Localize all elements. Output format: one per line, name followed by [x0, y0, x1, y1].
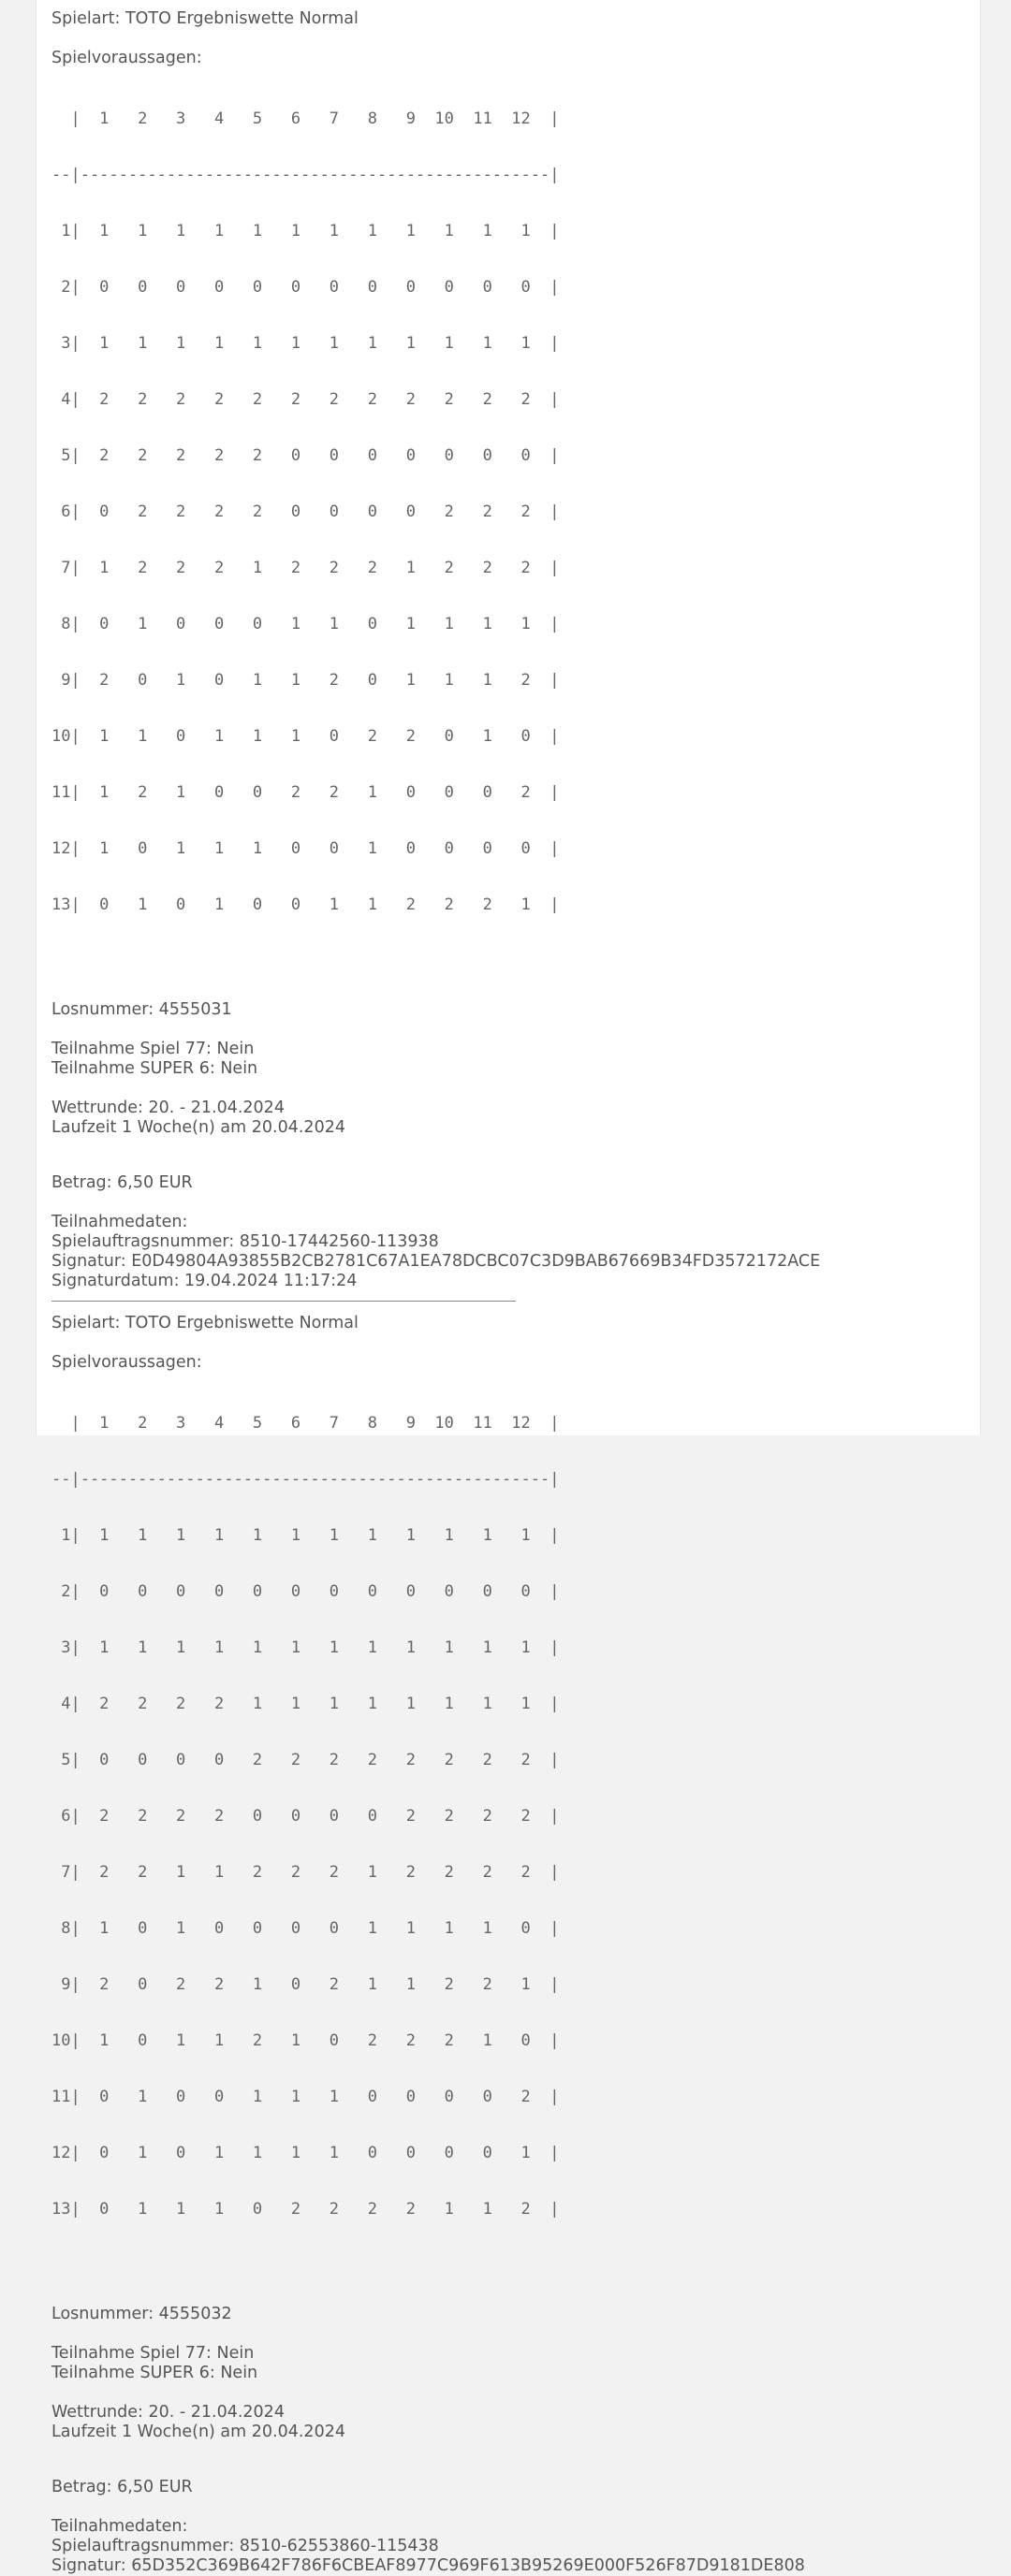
spielauftragsnummer: Spielauftragsnummer: 8510-62553860-115438: [51, 2537, 439, 2555]
grid-row: 6| 0 2 2 2 2 0 0 0 0 2 2 2 |: [51, 502, 560, 521]
grid-row: 4| 2 2 2 2 2 2 2 2 2 2 2 2 |: [51, 390, 560, 409]
email-body: [36, 0, 981, 2575]
grid-row: 2| 0 0 0 0 0 0 0 0 0 0 0 0 |: [51, 1582, 560, 1601]
spielauftragsnummer: Spielauftragsnummer: 8510-17442560-113938: [51, 1232, 439, 1251]
spielart-line: Spielart: TOTO Ergebniswette Normal: [51, 9, 359, 28]
grid-row: 6| 2 2 2 2 0 0 0 0 2 2 2 2 |: [51, 1807, 560, 1826]
losnummer: Losnummer: 4555032: [51, 2305, 232, 2323]
losnummer: Losnummer: 4555031: [51, 1000, 232, 1019]
grid-header: | 1 2 3 4 5 6 7 8 9 10 11 12 |: [51, 1414, 560, 1433]
betrag: Betrag: 6,50 EUR: [51, 2478, 193, 2496]
signatur: Signatur: 65D352C369B642F786F6CBEAF8977C969F613B95269E000F526F87D9181DE808: [51, 2556, 805, 2575]
signaturdatum: Signaturdatum: 19.04.2024 11:17:24: [51, 1272, 358, 1290]
grid-row: 8| 0 1 0 0 0 1 1 0 1 1 1 1 |: [51, 615, 560, 633]
betrag: Betrag: 6,50 EUR: [51, 1173, 193, 1192]
spielart-line: Spielart: TOTO Ergebniswette Normal: [51, 1314, 359, 1332]
teilnahme-super6: Teilnahme SUPER 6: Nein: [51, 2364, 258, 2382]
grid-row: 12| 1 0 1 1 1 0 0 1 0 0 0 0 |: [51, 839, 560, 858]
spielvoraussagen-label: Spielvoraussagen:: [51, 49, 202, 67]
grid-row: 2| 0 0 0 0 0 0 0 0 0 0 0 0 |: [51, 278, 560, 297]
teilnahme-spiel77: Teilnahme Spiel 77: Nein: [51, 2344, 255, 2363]
laufzeit: Laufzeit 1 Woche(n) am 20.04.2024: [51, 1118, 345, 1137]
ticket-2: [51, 1314, 980, 2576]
teilnahme-spiel77: Teilnahme Spiel 77: Nein: [51, 1040, 255, 1058]
ticket-1: [51, 9, 980, 1302]
grid-row: 3| 1 1 1 1 1 1 1 1 1 1 1 1 |: [51, 334, 560, 353]
grid-row: 5| 2 2 2 2 2 0 0 0 0 0 0 0 |: [51, 446, 560, 465]
wettrunde: Wettrunde: 20. - 21.04.2024: [51, 1099, 285, 1117]
grid-row: 9| 2 0 2 2 1 0 2 1 1 2 2 1 |: [51, 1975, 560, 1994]
wettrunde: Wettrunde: 20. - 21.04.2024: [51, 2403, 285, 2422]
grid-separator: --|-------------------------------------------------|: [51, 1470, 560, 1489]
grid-row: 10| 1 1 0 1 1 1 0 2 2 0 1 0 |: [51, 727, 560, 746]
grid-row: 11| 1 2 1 0 0 2 2 1 0 0 0 2 |: [51, 783, 560, 802]
grid-row: 5| 0 0 0 0 2 2 2 2 2 2 2 2 |: [51, 1751, 560, 1769]
ticket-list: [51, 9, 980, 2576]
grid-row: 12| 0 1 0 1 1 1 1 0 0 0 0 1 |: [51, 2144, 560, 2162]
teilnahmedaten-label: Teilnahmedaten:: [51, 2517, 188, 2536]
teilnahme-super6: Teilnahme SUPER 6: Nein: [51, 1059, 258, 1078]
prediction-grid: [51, 72, 980, 952]
grid-row: 7| 2 2 1 1 2 2 2 1 2 2 2 2 |: [51, 1863, 560, 1882]
spielvoraussagen-label: Spielvoraussagen:: [51, 1353, 202, 1372]
grid-row: 7| 1 2 2 2 1 2 2 2 1 2 2 2 |: [51, 559, 560, 577]
grid-row: 13| 0 1 1 1 0 2 2 2 2 1 1 2 |: [51, 2200, 560, 2219]
grid-row: 10| 1 0 1 1 2 1 0 2 2 2 1 0 |: [51, 2031, 560, 2050]
grid-separator: --|-------------------------------------------------|: [51, 166, 560, 184]
grid-row: 1| 1 1 1 1 1 1 1 1 1 1 1 1 |: [51, 1526, 560, 1545]
grid-row: 11| 0 1 0 0 1 1 1 0 0 0 0 2 |: [51, 2088, 560, 2106]
grid-row: 3| 1 1 1 1 1 1 1 1 1 1 1 1 |: [51, 1638, 560, 1657]
prediction-grid: [51, 1376, 980, 2256]
grid-row: 13| 0 1 0 1 0 0 1 1 2 2 2 1 |: [51, 895, 560, 914]
grid-header: | 1 2 3 4 5 6 7 8 9 10 11 12 |: [51, 109, 560, 128]
laufzeit: Laufzeit 1 Woche(n) am 20.04.2024: [51, 2423, 345, 2441]
signatur: Signatur: E0D49804A93855B2CB2781C67A1EA78DCBC07C3D9BAB67669B34FD3572172ACE: [51, 1252, 821, 1271]
teilnahmedaten-label: Teilnahmedaten:: [51, 1213, 188, 1231]
grid-row: 8| 1 0 1 0 0 0 0 1 1 1 1 0 |: [51, 1919, 560, 1938]
ticket-divider: [51, 1301, 516, 1302]
grid-row: 1| 1 1 1 1 1 1 1 1 1 1 1 1 |: [51, 222, 560, 240]
grid-row: 4| 2 2 2 2 1 1 1 1 1 1 1 1 |: [51, 1695, 560, 1713]
grid-row: 9| 2 0 1 0 1 1 2 0 1 1 1 2 |: [51, 671, 560, 690]
